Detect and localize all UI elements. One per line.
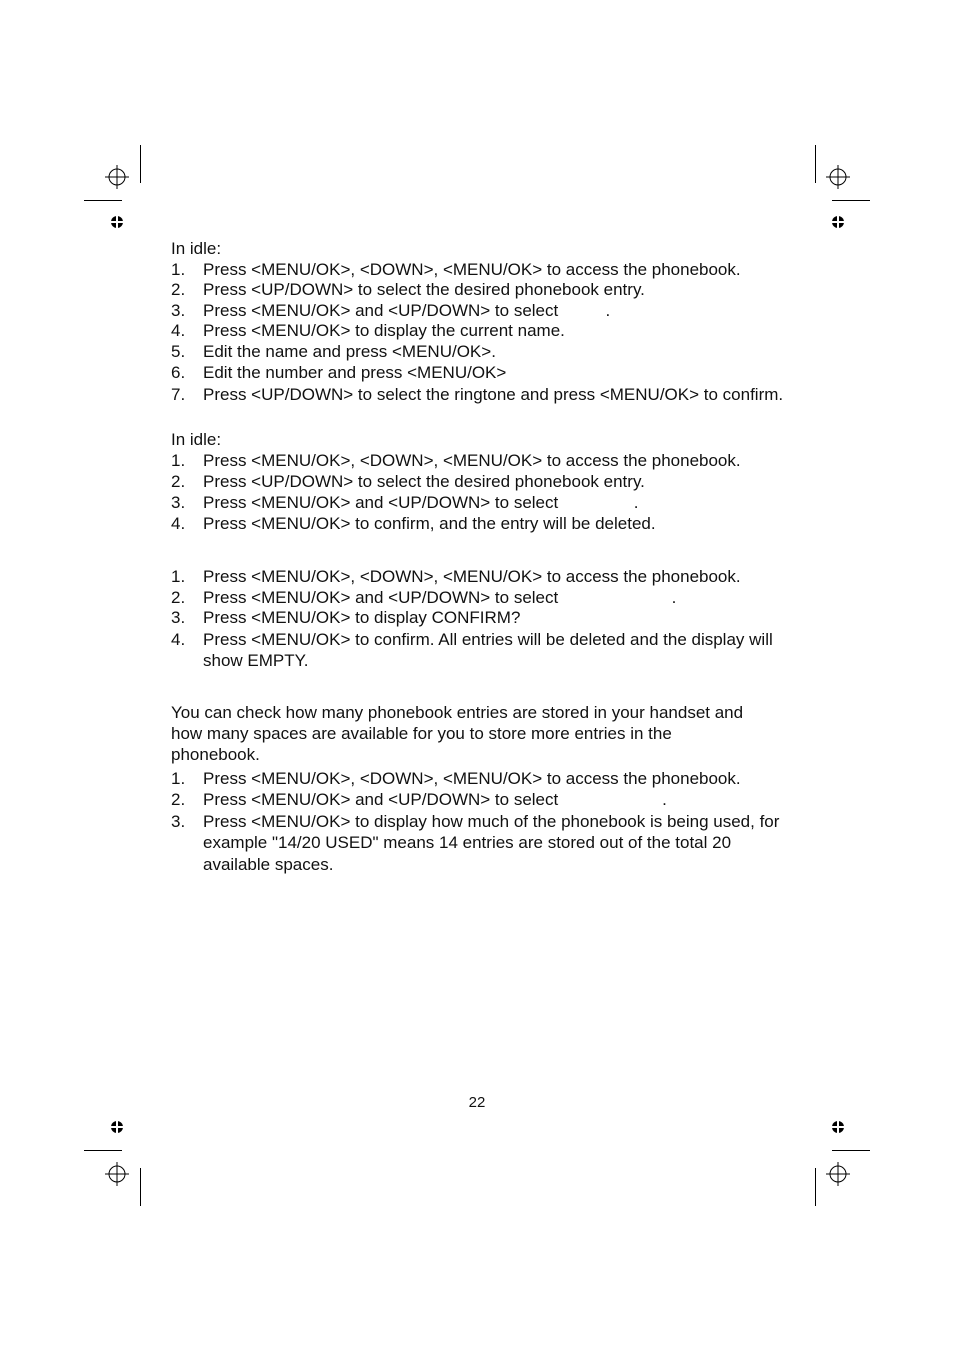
step-number: 7. [171,384,186,404]
step-item [171,342,811,363]
step-number: 1. [171,768,186,788]
step-item [171,629,811,672]
step-item [171,811,788,876]
step-item [171,385,811,404]
step-item [171,492,811,513]
phonebook-status-section [171,702,811,876]
step-item [171,301,811,322]
registration-dot-icon [832,1121,844,1133]
step-list [171,567,811,672]
step-item [171,768,811,790]
step-item [171,260,811,281]
step-text: Press <UP/DOWN> to select the ringtone and press <MENU/OK> to confirm. [203,384,784,404]
step-text: Press <MENU/OK>, <DOWN>, <MENU/OK> to access the phonebook. [203,451,741,470]
registration-dot-icon [832,216,844,228]
step-text: Press <MENU/OK>, <DOWN>, <MENU/OK> to access the phonebook. [203,259,741,279]
crop-mark-line [140,1168,141,1206]
step-text: Press <UP/DOWN> to select the desired phonebook entry. [203,280,645,299]
step-number: 3. [171,608,186,627]
step-number: 4. [171,514,186,533]
step-number: 1. [171,451,186,470]
step-number: 1. [171,259,186,279]
step-number: 3. [171,811,186,831]
delete-entry-section [171,430,811,535]
crosshair-icon [105,1162,129,1186]
step-number: 4. [171,321,186,340]
step-item [171,513,811,534]
crop-mark-line [84,200,122,201]
step-text: Press <MENU/OK> to display CONFIRM? [203,608,521,627]
step-list [171,260,811,404]
step-number: 6. [171,363,186,382]
step-item [171,567,811,588]
step-text: Press <MENU/OK> and <UP/DOWN> to select . [203,790,667,809]
step-text: Press <MENU/OK> and <UP/DOWN> to select . [203,493,639,512]
step-number: 1. [171,567,186,586]
step-number: 5. [171,341,186,361]
section-intro: You can check how many phonebook entries are stored in your handset and how many spaces are available for you to store more entries in the phonebook. [171,702,744,764]
step-text: Press <UP/DOWN> to select the desired phonebook entry. [203,472,645,491]
step-text: Press <MENU/OK> to display how much of the phonebook is being used, for example "14/20 USED" means 14 entries are stored out of the total 20 available spaces. [203,811,780,874]
step-text: Press <MENU/OK>, <DOWN>, <MENU/OK> to access the phonebook. [203,567,741,586]
step-item [171,363,811,384]
step-text: Press <MENU/OK> to confirm. All entries will be deleted and the display will show EMPTY. [203,629,773,670]
step-text: Press <MENU/OK>, <DOWN>, <MENU/OK> to access the phonebook. [203,768,741,788]
step-text: Press <MENU/OK> to confirm, and the entry will be deleted. [203,514,656,533]
crop-mark-line [140,145,141,183]
crop-mark-line [84,1150,122,1151]
step-item [171,280,811,301]
registration-dot-icon [111,1121,123,1133]
step-item [171,321,811,342]
step-text: Edit the number and press <MENU/OK> [203,363,507,382]
step-text: Press <MENU/OK> and <UP/DOWN> to select . [203,300,611,320]
step-item [171,471,811,492]
crosshair-icon [826,165,850,189]
section-intro: In idle: [171,429,222,449]
step-number: 2. [171,790,186,809]
page-number: 22 [468,1094,486,1111]
step-item [171,450,811,471]
step-item [171,608,811,629]
step-number: 3. [171,493,186,512]
step-item [171,588,811,609]
registration-dot-icon [111,216,123,228]
step-list [171,768,811,876]
step-number: 2. [171,587,186,607]
section-intro: In idle: [171,239,222,258]
step-list [171,450,811,534]
step-number: 2. [171,472,186,491]
crop-mark-line [832,200,870,201]
crosshair-icon [105,165,129,189]
step-text: Press <MENU/OK> to display the current name. [203,321,565,340]
crop-mark-line [815,145,816,183]
delete-all-section [171,567,811,672]
step-number: 2. [171,280,186,299]
crop-mark-line [832,1150,870,1151]
step-number: 4. [171,629,186,649]
page-content [171,239,811,875]
step-text: Press <MENU/OK> and <UP/DOWN> to select . [203,587,677,607]
step-number: 3. [171,300,186,320]
edit-entry-section [171,239,811,404]
crosshair-icon [826,1162,850,1186]
step-item [171,789,811,811]
step-text: Edit the name and press <MENU/OK>. [203,341,496,361]
crop-mark-line [815,1168,816,1206]
